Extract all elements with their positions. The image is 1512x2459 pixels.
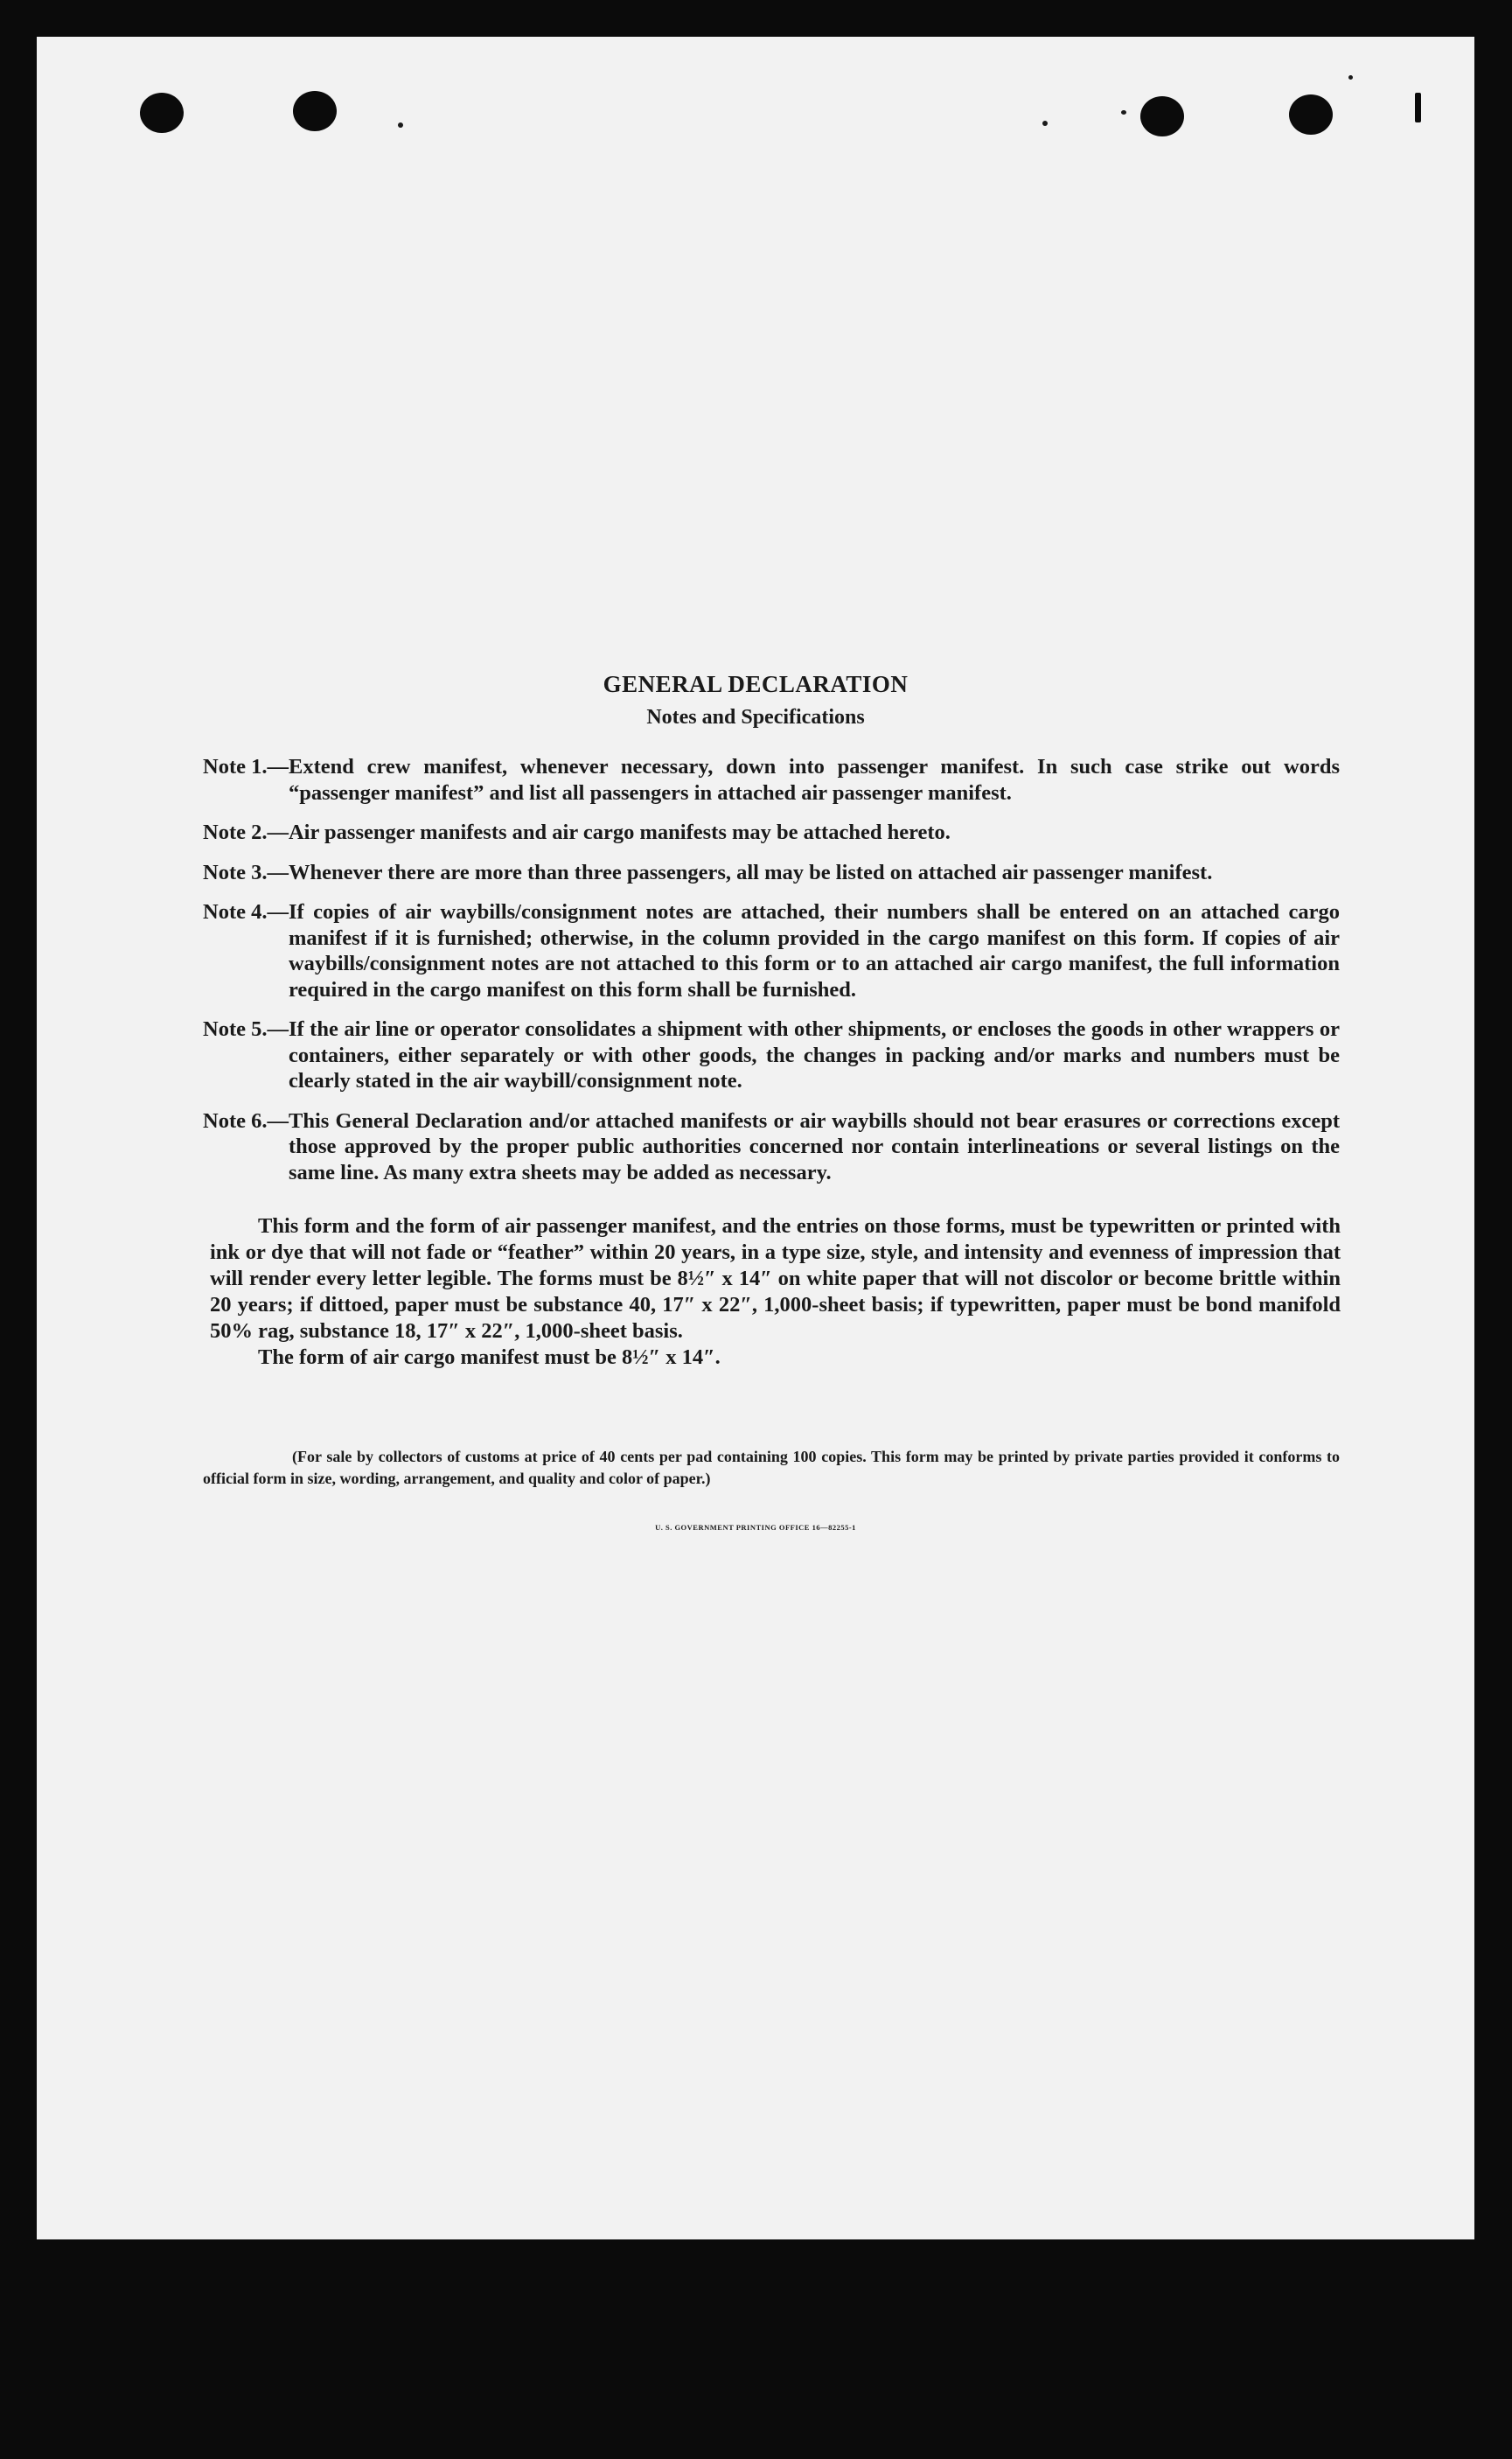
margin-mark <box>1415 93 1421 122</box>
printer-imprint: U. S. GOVERNMENT PRINTING OFFICE 16—82255-1 <box>655 1523 856 1532</box>
page-subtitle: Notes and Specifications <box>646 706 865 729</box>
note-label: Note 1.— <box>203 755 289 779</box>
ink-speck <box>1042 121 1048 126</box>
punch-hole <box>140 93 184 133</box>
cargo-manifest-size-paragraph: The form of air cargo manifest must be 8½″ x 14″. <box>258 1345 721 1369</box>
sale-notice: (For sale by collectors of customs at price of 40 cents per pad containing 100 copies. This form may be printed by private parties provided it conforms to official form in size, wording, arrangement, and quality and color of paper.) <box>203 1448 1340 1487</box>
note-item <box>203 860 1340 886</box>
form-specification-paragraph: This form and the form of air passenger manifest, and the entries on those forms, must be typewritten or printed with ink or dye that will not fade or “feather” within 20 years, in a type size, style, and intensity and evenness of impression that will render every letter legible. The forms must be 8½″ x 14″ on white paper that will not discolor or become brittle within 20 years; if dittoed, paper must be substance 40, 17″ x 22″, 1,000-sheet basis; if typewritten, paper must be bond manifold 50% rag, substance 18, 17″ x 22″, 1,000-sheet basis. <box>210 1214 1341 1343</box>
note-label: Note 3.— <box>203 860 289 884</box>
note-item <box>203 754 1340 806</box>
note-text: Extend crew manifest, whenever necessary, down into passenger manifest. In such case strike out words “passenger manifest” and list all passengers in attached air passenger manifest. <box>288 755 1340 805</box>
ink-speck <box>1348 75 1353 80</box>
note-text: If the air line or operator consolidates a shipment with other shipments, or encloses the goods in other wrappers or containers, either separately or with other goods, the changes in packing and/or marks and numbers must be clearly stated in the air waybill/consignment note. <box>288 1017 1340 1093</box>
note-item <box>203 899 1340 1002</box>
note-text: Whenever there are more than three passengers, all may be listed on attached air passenger manifest. <box>288 860 1213 884</box>
punch-hole <box>1289 94 1333 135</box>
document-page <box>37 37 1474 2239</box>
page-title: GENERAL DECLARATION <box>603 671 909 697</box>
note-label: Note 4.— <box>203 900 289 924</box>
note-text: If copies of air waybills/consignment notes are attached, their numbers shall be entered on an attached cargo manifest if it is furnished; otherwise, in the column provided in the cargo manifest on this form. If copies of air waybills/consignment notes are not attached to this form or to an attached air cargo manifest, the full information required in the cargo manifest on this form shall be furnished. <box>288 900 1340 1002</box>
note-label: Note 6.— <box>203 1108 289 1133</box>
note-item <box>203 1108 1340 1186</box>
note-text: Air passenger manifests and air cargo manifests may be attached hereto. <box>288 821 951 844</box>
notes-list <box>203 754 1340 1199</box>
ink-speck <box>398 122 403 128</box>
note-item <box>203 1016 1340 1094</box>
punch-hole <box>1140 96 1184 136</box>
punch-hole <box>293 91 337 131</box>
note-item <box>203 820 1340 846</box>
ink-speck <box>1121 110 1126 115</box>
note-label: Note 5.— <box>203 1017 289 1041</box>
note-text: This General Declaration and/or attached manifests or air waybills should not bear erasures or corrections except those approved by the proper public authorities concerned nor contain interlineations or several listings on the same line. As many extra sheets may be added as necessary. <box>288 1108 1340 1184</box>
note-label: Note 2.— <box>203 821 289 844</box>
